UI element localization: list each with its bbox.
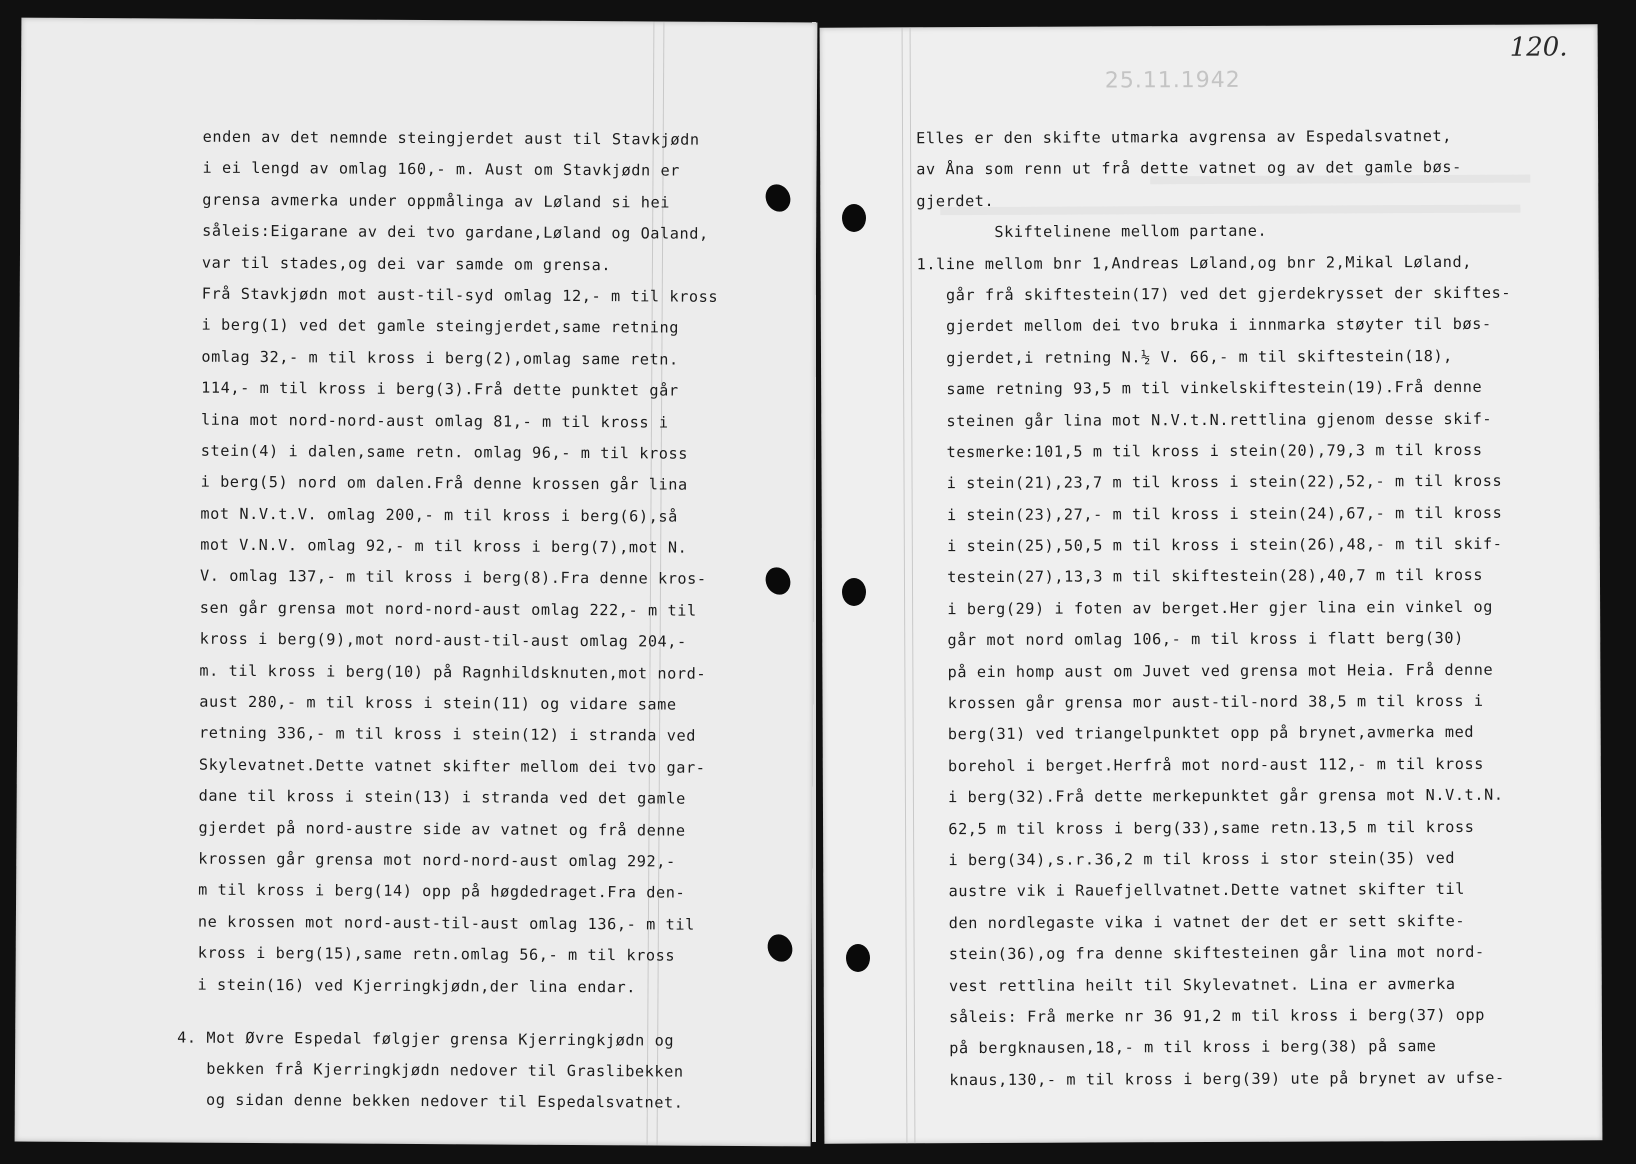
text-line: såleis:Eigarane av dei tvo gardane,Løland og Oaland, bbox=[202, 221, 709, 243]
text-line: retning 336,- m til kross i stein(12) i stranda ved bbox=[199, 724, 697, 746]
text-line: enden av det nemnde steingjerdet aust til Stavkjødn bbox=[202, 127, 700, 149]
text-line: aust 280,- m til kross i stein(11) og vidare same bbox=[199, 692, 677, 714]
text-line: kross i berg(15),same retn.omlag 56,- m til kross bbox=[197, 943, 676, 965]
punch-hole bbox=[842, 578, 866, 606]
right-page bbox=[820, 24, 1603, 1143]
text-line: i stein(23),27,- m til kross i stein(24),67,- m til kross bbox=[917, 503, 1503, 524]
text-line: same retning 93,5 m til vinkelskiftestein(19).Frå denne bbox=[917, 377, 1483, 399]
text-line: i berg(1) ved det gamle steingjerdet,same retning bbox=[201, 316, 680, 337]
text-line: av Åna som renn ut frå dette vatnet og av det gamle bøs- bbox=[916, 158, 1462, 179]
text-line: lina mot nord-nord-aust omlag 81,- m til kross i bbox=[200, 410, 669, 432]
left-page bbox=[15, 18, 818, 1147]
text-line: krossen går grensa mor aust-til-nord 38,5 m til kross i bbox=[918, 691, 1484, 713]
text-line: gjerdet,i retning N.½ V. 66,- m til skiftestein(18), bbox=[916, 346, 1453, 368]
punch-hole bbox=[846, 944, 870, 972]
text-line: på bergknausen,18,- m til kross i berg(38) på same bbox=[919, 1037, 1437, 1058]
text-line: krossen går grensa mot nord-nord-aust omlag 292,- bbox=[198, 849, 676, 871]
text-line: sen går grensa mot nord-nord-aust omlag 222,- m til bbox=[199, 598, 697, 620]
text-line: knaus,130,- m til kross i berg(39) ute på brynet av ufse- bbox=[920, 1068, 1505, 1089]
text-line: bekken frå Kjerringkjødn nedover til Graslibekken bbox=[176, 1059, 684, 1081]
text-line: Skiftelinene mellom partane. bbox=[916, 221, 1268, 242]
text-line: tesmerke:101,5 m til kross i stein(20),79,3 m til kross bbox=[917, 440, 1483, 462]
text-line: på ein homp aust om Juvet ved grensa mot Heia. Frå denne bbox=[918, 660, 1494, 681]
text-line: i berg(34),s.r.36,2 m til kross i stor stein(35) ved bbox=[919, 848, 1456, 870]
text-line: omlag 32,- m til kross i berg(2),omlag same retn. bbox=[201, 347, 679, 369]
text-line: testein(27),13,3 m til skiftestein(28),40,7 m til kross bbox=[917, 566, 1484, 587]
text-line: borehol i berget.Herfrå mot nord-aust 112,- m til kross bbox=[918, 754, 1484, 776]
text-line: den nordlegaste vika i vatnet der det er sett skifte- bbox=[919, 911, 1466, 933]
text-line: steinen går lina mot N.V.t.N.rettlina gjenom desse skif- bbox=[917, 409, 1493, 430]
text-line: m til kross i berg(14) opp på høgdedraget.Fra den- bbox=[198, 881, 686, 903]
text-line: gjerdet mellom dei tvo bruka i innmarka støyter til bøs- bbox=[916, 315, 1492, 336]
text-line: Skylevatnet.Dette vatnet skifter mellom dei tvo gar- bbox=[198, 755, 706, 777]
text-line: vest rettlina heilt til Skylevatnet. Lina er avmerka bbox=[919, 974, 1456, 995]
text-line: gjerdet. bbox=[916, 191, 995, 211]
text-line: i stein(21),23,7 m til kross i stein(22),52,- m til kross bbox=[917, 472, 1503, 493]
punch-hole bbox=[842, 204, 866, 232]
text-line: kross i berg(9),mot nord-aust-til-aust omlag 204,- bbox=[199, 629, 687, 651]
text-line: berg(31) ved triangelpunktet opp på brynet,avmerka med bbox=[918, 723, 1475, 744]
right-margin-rule-2 bbox=[910, 27, 916, 1143]
text-line: og sidan denne bekken nedover til Espedalsvatnet. bbox=[176, 1090, 684, 1112]
text-line: i stein(25),50,5 m til kross i stein(26),48,- m til skif- bbox=[917, 534, 1503, 556]
text-line: austre vik i Rauefjellvatnet.Dette vatnet skifter til bbox=[919, 880, 1466, 901]
text-line: stein(36),og fra denne skiftesteinen går lina mot nord- bbox=[919, 942, 1485, 964]
text-line: går frå skiftestein(17) ved det gjerdekrysset der skiftes- bbox=[916, 283, 1512, 305]
text-line: 114,- m til kross i berg(3).Frå dette punktet går bbox=[201, 378, 679, 400]
text-line: Frå Stavkjødn mot aust-til-syd omlag 12,- m til kross bbox=[201, 284, 719, 306]
text-line: i berg(32).Frå dette merkepunktet går grensa mot N.V.t.N. bbox=[918, 785, 1504, 807]
text-line: var til stades,og dei var samde om grensa. bbox=[201, 253, 612, 274]
text-line: 62,5 m til kross i berg(33),same retn.13,5 m til kross bbox=[919, 817, 1475, 838]
text-line: mot V.N.V. omlag 92,- m til kross i berg(7),mot N. bbox=[200, 535, 688, 557]
left-page-item-4 bbox=[177, 1023, 684, 1119]
text-line: i berg(5) nord om dalen.Frå denne krossen går lina bbox=[200, 472, 688, 494]
text-line: såleis: Frå merke nr 36 91,2 m til kross i berg(37) opp bbox=[919, 1005, 1486, 1027]
text-line: i stein(16) ved Kjerringkjødn,der lina endar. bbox=[197, 975, 637, 996]
folio-number: 120. bbox=[1509, 32, 1568, 63]
right-margin-rule bbox=[902, 27, 908, 1143]
text-line: V. omlag 137,- m til kross i berg(8).Fra denne kros- bbox=[199, 567, 707, 589]
text-line: 1.line mellom bnr 1,Andreas Løland,og bnr 2,Mikal Løland, bbox=[916, 252, 1473, 273]
text-line: gjerdet på nord-austre side av vatnet og frå denne bbox=[198, 818, 686, 840]
text-line: i ei lengd av omlag 160,- m. Aust om Stavkjødn er bbox=[202, 159, 681, 180]
right-page-text bbox=[916, 121, 1515, 1097]
date-stamp: 25.11.1942 bbox=[1104, 67, 1241, 94]
text-line: går mot nord omlag 106,- m til kross i flatt berg(30) bbox=[918, 629, 1464, 650]
text-line: mot N.V.t.V. omlag 200,- m til kross i berg(6),så bbox=[200, 504, 678, 526]
text-line: i berg(29) i foten av berget.Her gjer lina ein vinkel og bbox=[918, 597, 1494, 619]
text-line: m. til kross i berg(10) på Ragnhildsknuten,mot nord- bbox=[199, 661, 707, 683]
text-line: 4. Mot Øvre Espedal følgjer grensa Kjerringkjødn og bbox=[177, 1028, 675, 1050]
left-page-text bbox=[197, 122, 719, 1004]
text-line: ne krossen mot nord-aust-til-aust omlag 136,- m til bbox=[197, 912, 695, 934]
text-line: stein(4) i dalen,same retn. omlag 96,- m til kross bbox=[200, 441, 689, 463]
text-line: Elles er den skifte utmarka avgrensa av Espedalsvatnet, bbox=[916, 126, 1452, 148]
text-line: grensa avmerka under oppmålinga av Løland si hei bbox=[202, 190, 671, 212]
text-line: dane til kross i stein(13) i stranda ved det gamle bbox=[198, 786, 686, 808]
